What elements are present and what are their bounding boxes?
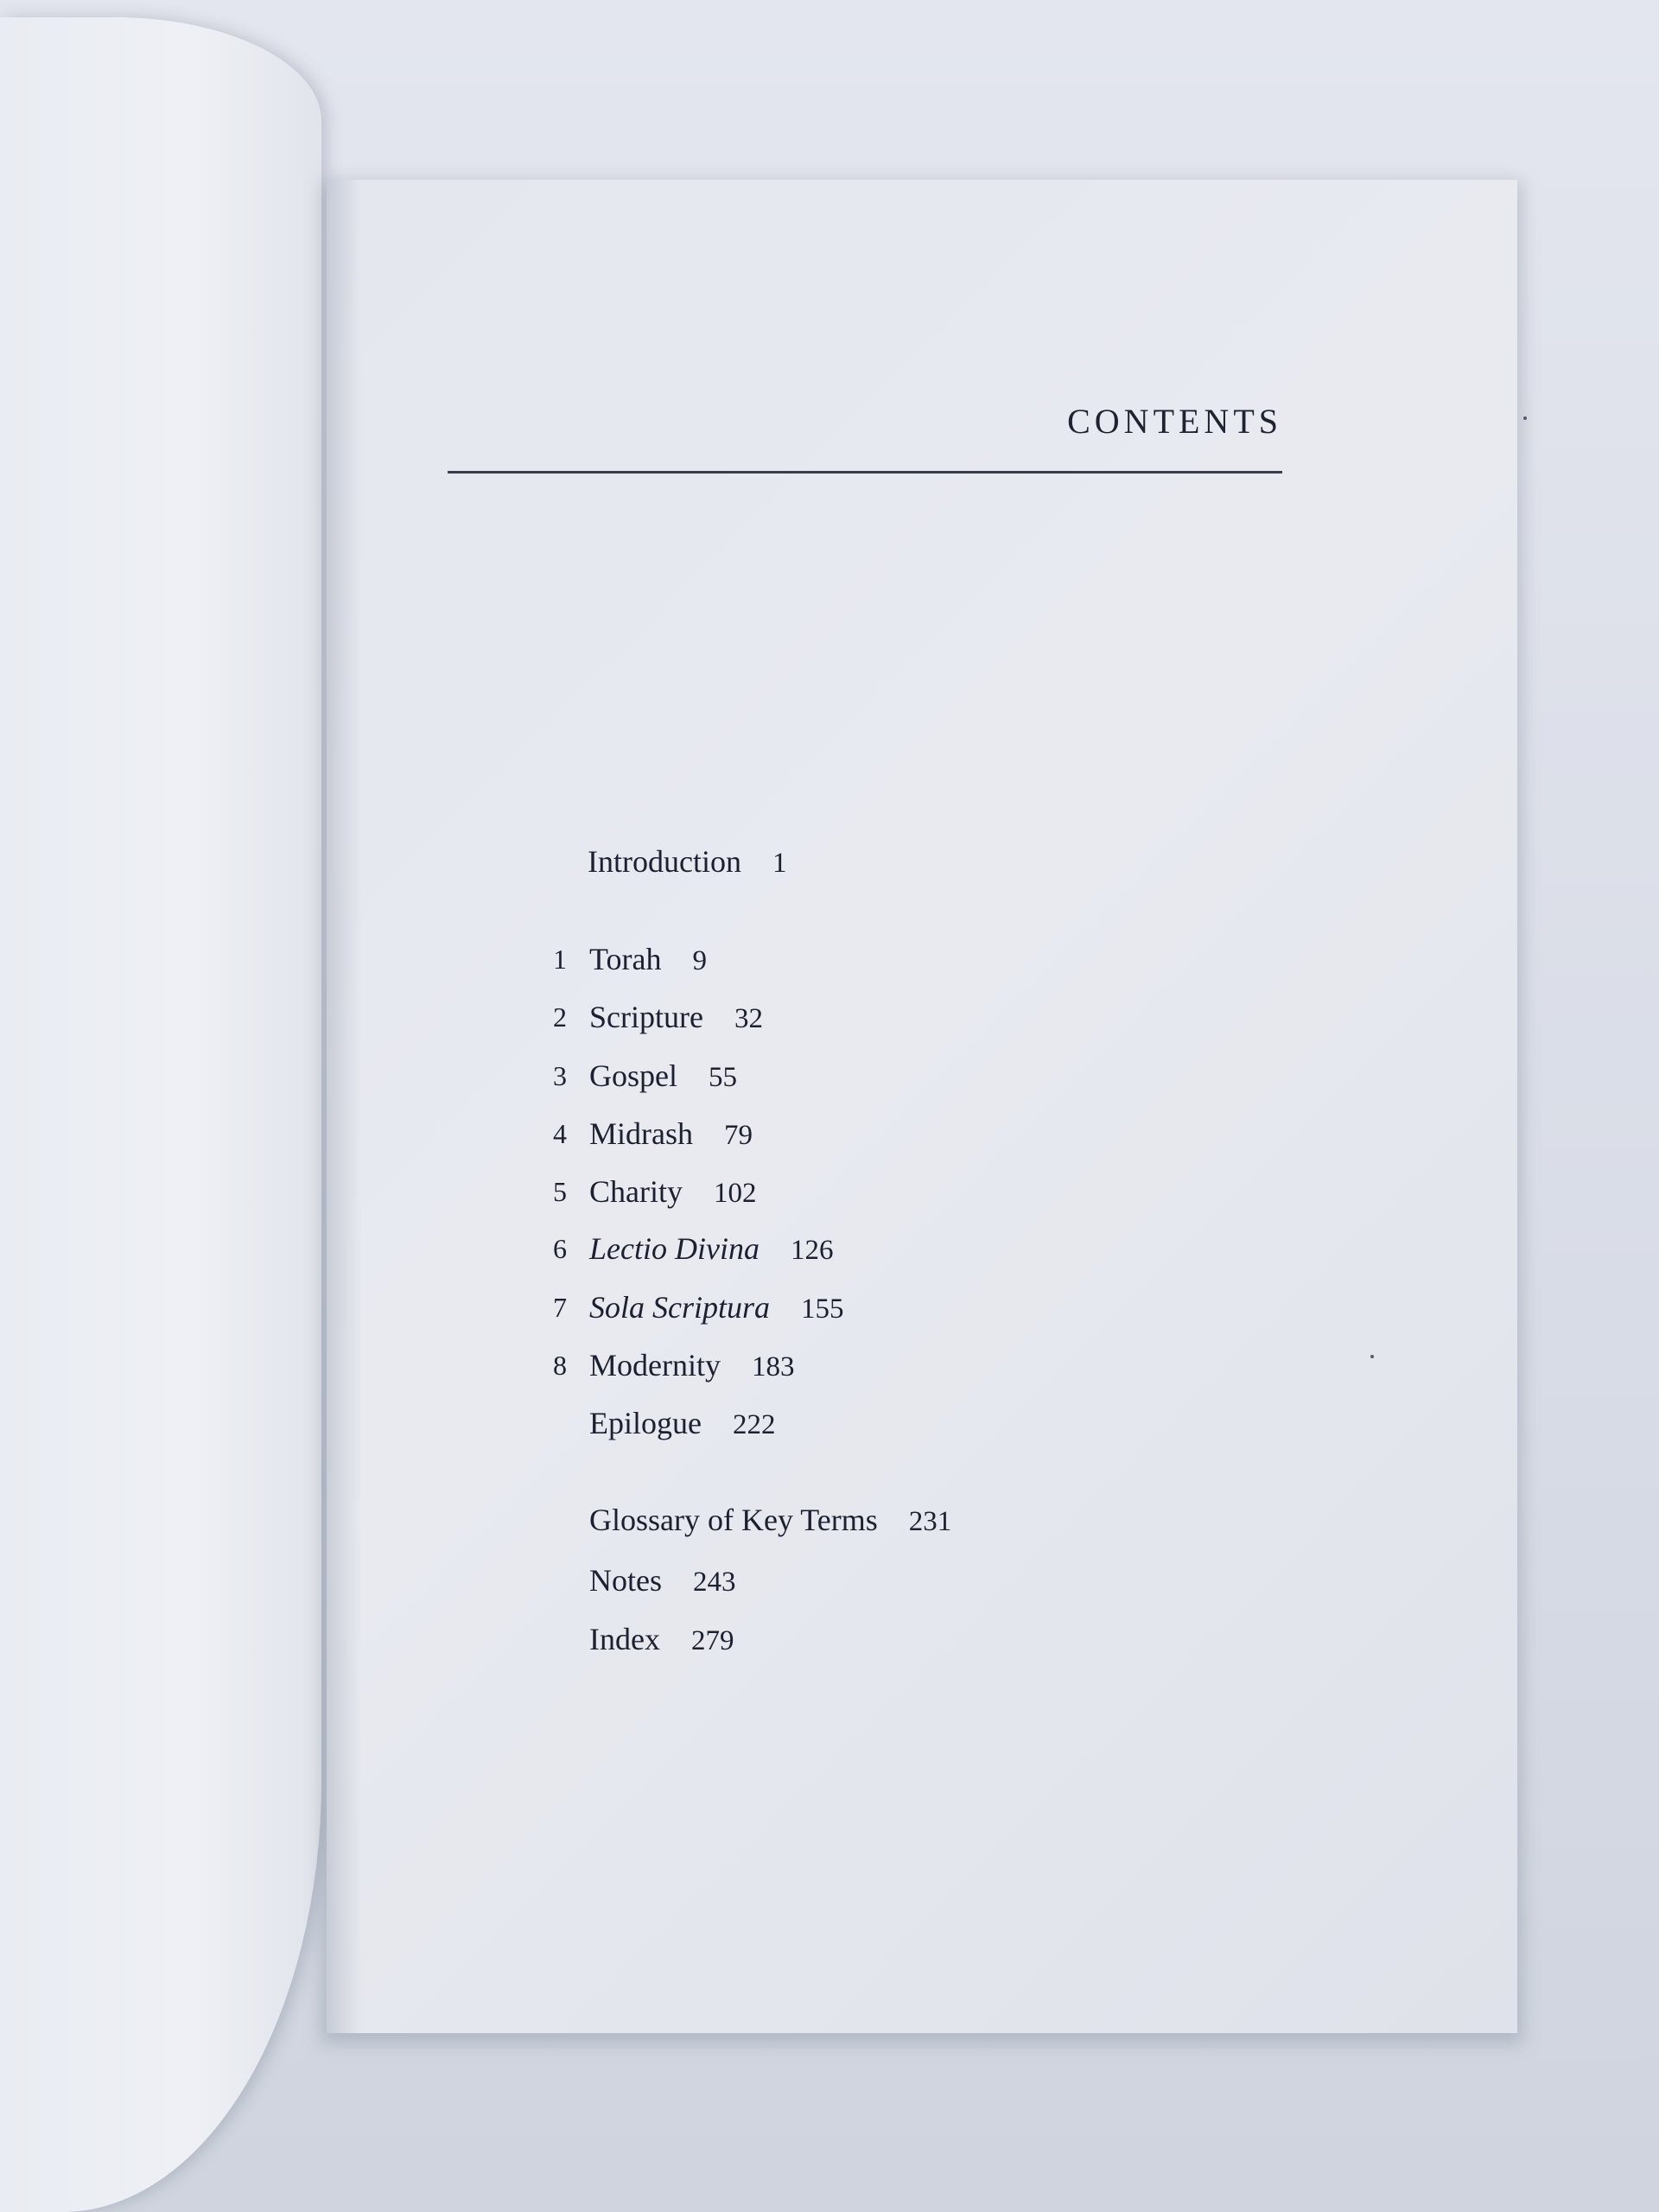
toc-title: Scripture bbox=[589, 1000, 703, 1034]
toc-page-number: 243 bbox=[693, 1567, 736, 1598]
toc-title: Gospel bbox=[589, 1058, 677, 1093]
toc-title: Notes bbox=[589, 1563, 662, 1598]
toc-page-number: 9 bbox=[692, 945, 707, 976]
toc-title: Midrash bbox=[589, 1116, 693, 1151]
toc-page-number: 155 bbox=[801, 1294, 844, 1325]
toc-title: Lectio Divina bbox=[589, 1231, 760, 1266]
toc-title: Sola Scriptura bbox=[589, 1290, 771, 1325]
toc-title: Modernity bbox=[589, 1348, 721, 1382]
toc-page-number: 102 bbox=[713, 1178, 757, 1209]
toc-number: 4 bbox=[553, 1118, 567, 1149]
toc-page-number: 55 bbox=[709, 1062, 737, 1093]
dust-speck bbox=[1370, 1355, 1374, 1358]
toc-page-number: 1 bbox=[772, 848, 787, 879]
toc-page-number: 126 bbox=[790, 1235, 834, 1266]
toc-number: 5 bbox=[553, 1176, 567, 1207]
toc-number: 2 bbox=[553, 1001, 567, 1033]
toc-title: Introduction bbox=[588, 844, 741, 879]
toc-title: Epilogue bbox=[589, 1406, 702, 1440]
toc-number: 8 bbox=[553, 1350, 567, 1381]
toc-number: 3 bbox=[553, 1060, 567, 1091]
toc-page-number: 231 bbox=[908, 1506, 952, 1537]
toc-number: 7 bbox=[553, 1292, 567, 1323]
toc-number: 6 bbox=[553, 1233, 567, 1264]
toc-page-number: 32 bbox=[734, 1003, 763, 1034]
toc-page-number: 183 bbox=[751, 1351, 795, 1382]
page-title: CONTENTS bbox=[1067, 402, 1282, 441]
toc-title: Charity bbox=[589, 1174, 683, 1209]
toc-page-number: 79 bbox=[724, 1120, 753, 1151]
toc-title: Index bbox=[589, 1622, 660, 1656]
toc-number: 1 bbox=[553, 944, 567, 975]
toc-page-number: 279 bbox=[690, 1625, 734, 1656]
toc-title: Glossary of Key Terms bbox=[589, 1503, 878, 1537]
toc-title: Torah bbox=[589, 942, 662, 976]
toc-page-number: 222 bbox=[732, 1409, 776, 1440]
dust-speck bbox=[1523, 416, 1527, 420]
